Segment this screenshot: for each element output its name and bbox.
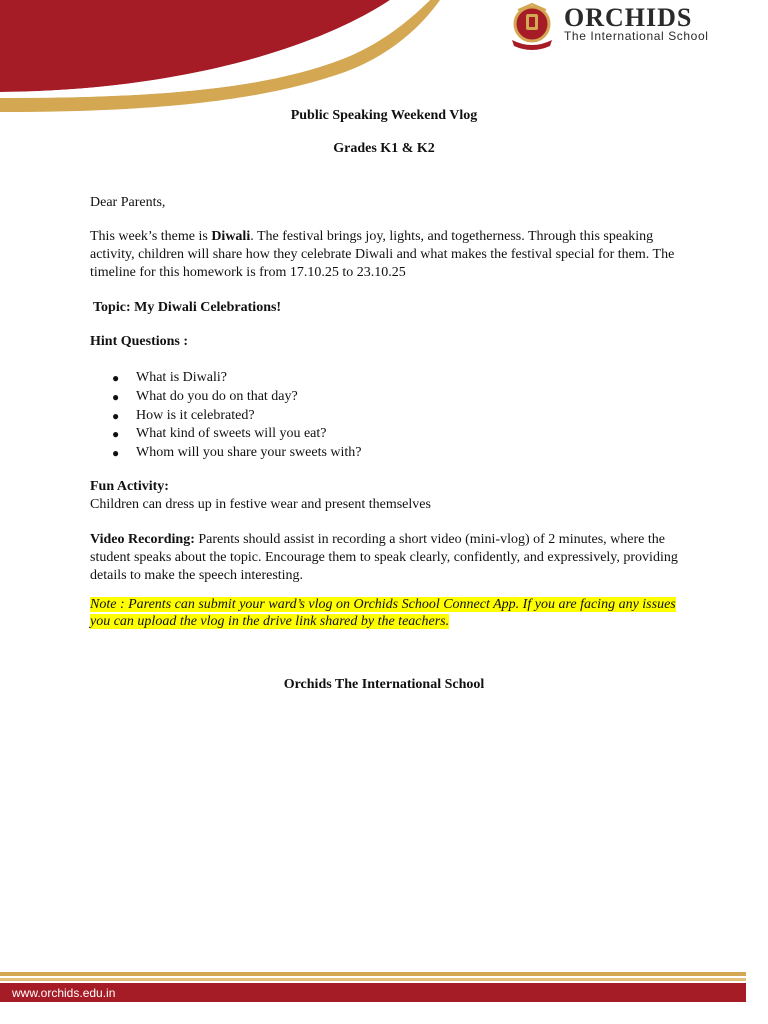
fun-activity-heading: Fun Activity: <box>90 479 169 494</box>
list-item: ● How is it celebrated? <box>90 407 590 426</box>
intro-line-3: timeline for this homework is from 17.10.25 to 23.10.25 <box>90 265 406 280</box>
school-signature: Orchids The International School <box>283 677 485 692</box>
crest-icon <box>508 2 560 50</box>
hint-heading: Hint Questions : <box>90 334 189 349</box>
bullet-icon: ● <box>112 389 120 404</box>
theme-name: Diwali <box>211 229 251 244</box>
hint-list <box>90 369 590 463</box>
intro-paragraph <box>90 228 680 282</box>
video-line-2: student speaks about the topic. Encourage them to speak clearly, confidently, and expressively, providing <box>90 550 678 565</box>
highlighted-note <box>90 596 680 630</box>
document-title: Public Speaking Weekend Vlog <box>290 108 478 123</box>
brand-name: ORCHIDS <box>564 3 693 32</box>
bullet-icon: ● <box>112 427 120 442</box>
footer-url[interactable]: www.orchids.edu.in <box>12 986 116 1000</box>
bullet-icon: ● <box>112 446 120 461</box>
note-line-2: you can upload the vlog in the drive link shared by the teachers. <box>90 614 450 629</box>
video-line-3: details to make the speech interesting. <box>90 568 304 583</box>
video-recording-heading: Video Recording: <box>90 532 195 547</box>
intro-line-1: This week’s theme is Diwali. The festival brings joy, lights, and togetherness. Through this speaking <box>90 229 654 244</box>
video-recording-section: Video Recording: Parents should assist in recording a short video (mini-vlog) of 2 minutes, where the student speaks about the topic. Encourage them to speak clearly, confidently, and expressively, providing details to make the speech interesting. <box>90 531 680 585</box>
school-logo <box>508 2 718 50</box>
list-item: ● What do you do on that day? <box>90 388 590 407</box>
salutation: Dear Parents, <box>90 195 166 210</box>
bullet-icon: ● <box>112 408 120 423</box>
list-item: ● Whom will you share your sweets with? <box>90 444 590 463</box>
note-line-1: Note : Parents can submit your ward’s vlog on Orchids School Connect App. If you are facing any issues <box>90 597 676 612</box>
brand-subtitle: The International School <box>564 29 709 43</box>
intro-line-2: activity, children will share how they celebrate Diwali and what makes the festival special for them. The <box>90 247 675 262</box>
bullet-icon: ● <box>112 371 120 385</box>
fun-activity-section <box>90 478 680 514</box>
fun-activity-text: Children can dress up in festive wear and present themselves <box>90 497 431 512</box>
list-item: ● What is Diwali? <box>90 369 590 388</box>
topic-heading: Topic: My Diwali Celebrations! <box>93 300 282 315</box>
grades-heading: Grades K1 & K2 <box>333 141 435 156</box>
list-item: ● What kind of sweets will you eat? <box>90 425 590 444</box>
